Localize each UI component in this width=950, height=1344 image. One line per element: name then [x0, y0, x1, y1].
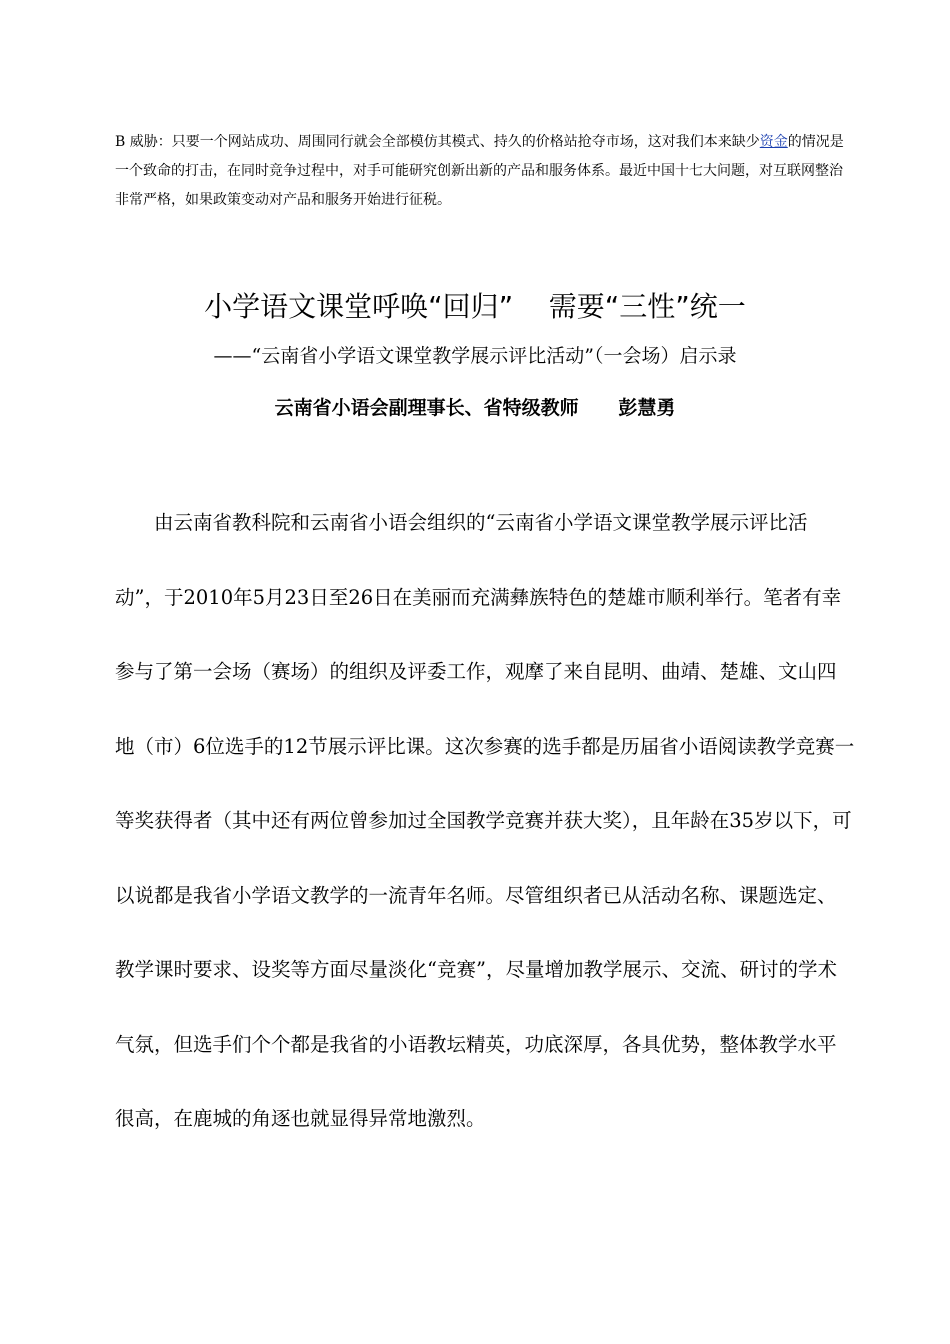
article-title: 小学语文课堂呼唤“回归” 需要“三性”统一: [204, 290, 746, 323]
funds-link[interactable]: 资金: [759, 134, 788, 150]
article-author: 云南省小语会副理事长、省特级教师 彭慧勇: [274, 397, 676, 419]
intro-prefix: B 威胁：只要一个网站成功、周围同行就会全部模仿其模式、持久的价格站抢夺市场，这对我们本来缺少: [115, 134, 760, 150]
article-subtitle: ——“云南省小学语文课堂教学展示评比活动”（一会场）启示录: [213, 345, 737, 367]
intro-paragraph: [115, 128, 850, 215]
intro-suffix: 的情况是一个致命的打击，在同时竞争过程中，对手可能研究创新出新的产品和服务体系。最近中国十七大问题，对互联网整治非常严格，如果政策变动对产品和服务开始进行征税。: [115, 134, 844, 208]
article-body: 由云南省教科院和云南省小语会组织的“云南省小学语文课堂教学展示评比活动”，于2010年5月23日至26日在美丽而充满彝族特色的楚雄市顺利举行。笔者有幸参与了第一会场（赛场）的组织及评委工作，观摩了来自昆明、曲靖、楚雄、文山四地（市）6位选手的12节展示评比课。这次参赛的选手都是历届省小语阅读教学竞赛一等奖获得者（其中还有两位曾参加过全国教学竞赛并获大奖），且年龄在35岁以下，可以说都是我省小学语文教学的一流青年名师。尽管组织者已从活动名称、课题选定、教学课时要求、设奖等方面尽量淡化“竞赛”，尽量增加教学展示、交流、研讨的学术气氛，但选手们个个都是我省的小语教坛精英，功底深厚，各具优势，整体教学水平很高，在鹿城的角逐也就显得异常地激烈。: [115, 511, 855, 1130]
